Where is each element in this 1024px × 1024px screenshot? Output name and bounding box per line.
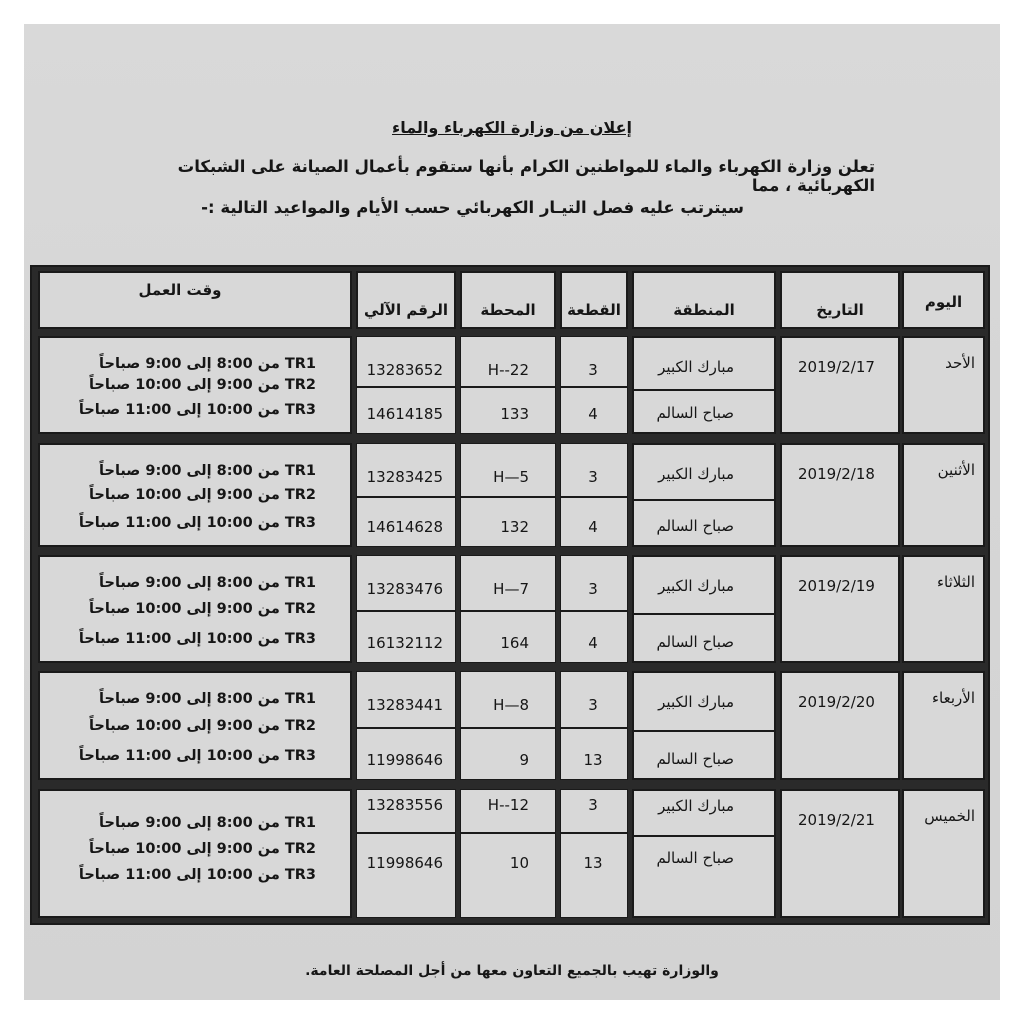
time-slot-2: TR2 من 9:00 إلى 10:00 صباحاً <box>88 717 316 734</box>
cell-station-upper <box>460 555 556 611</box>
date-value: 2019/2/18 <box>798 465 875 483</box>
time-slot-2: TR2 من 9:00 إلى 10:00 صباحاً <box>88 841 316 857</box>
cell-date <box>780 671 900 780</box>
cell-work-time <box>38 671 352 780</box>
region-divider <box>634 835 774 837</box>
cell-number-upper <box>356 555 456 611</box>
header-day-label: اليوم <box>924 293 963 311</box>
time-slot-1: TR1 من 8:00 إلى 9:00 صباحاً <box>99 463 316 479</box>
region-1: مبارك الكبير <box>658 465 734 483</box>
cell-number-lower <box>356 833 456 918</box>
cell-number-lower <box>356 497 456 547</box>
region-2: صباح السالم <box>656 633 734 651</box>
number-value-2: 11998646 <box>366 751 443 769</box>
time-slot-2: TR2 من 9:00 إلى 10:00 صباحاً <box>88 601 316 617</box>
block-value-1: 3 <box>588 796 598 814</box>
cell-block-lower <box>560 611 628 663</box>
cell-date <box>780 336 900 434</box>
time-slot-2: TR2 من 9:00 إلى 10:00 صباحاً <box>88 487 316 503</box>
header-day <box>902 271 985 329</box>
time-slot-1: TR1 من 8:00 إلى 9:00 صباحاً <box>99 575 316 591</box>
header-station-label: المحطة <box>480 301 536 319</box>
block-value-2: 13 <box>583 854 603 872</box>
number-value-1: 13283425 <box>366 468 443 486</box>
cell-date <box>780 443 900 547</box>
block-value-2: 4 <box>588 405 598 423</box>
cell-station-lower <box>460 833 556 918</box>
station-value-1: H--22 <box>487 361 529 379</box>
cell-region <box>632 336 776 434</box>
cell-region <box>632 443 776 547</box>
cell-day <box>902 789 985 918</box>
block-value-1: 3 <box>588 361 598 379</box>
cell-day <box>902 443 985 547</box>
cell-block-lower <box>560 497 628 547</box>
cell-station-upper <box>460 671 556 728</box>
header-region <box>632 271 776 329</box>
header-time <box>38 271 352 329</box>
region-2: صباح السالم <box>656 517 734 535</box>
block-value-2: 4 <box>588 634 598 652</box>
cell-block-upper <box>560 555 628 611</box>
station-value-2: 133 <box>500 405 529 423</box>
cell-block-upper <box>560 789 628 833</box>
cell-station-upper <box>460 443 556 497</box>
date-value: 2019/2/17 <box>798 358 875 376</box>
time-slot-3: TR3 من 10:00 إلى 11:00 صباحاً <box>78 867 316 883</box>
cell-work-time <box>38 336 352 434</box>
station-value-2: 164 <box>500 634 529 652</box>
station-value-2: 132 <box>500 518 529 536</box>
date-value: 2019/2/19 <box>798 577 875 595</box>
header-number-label: الرقم الآلي <box>363 301 449 319</box>
cell-number-upper <box>356 443 456 497</box>
cell-block-lower <box>560 833 628 918</box>
region-divider <box>634 499 774 501</box>
time-slot-1: TR1 من 8:00 إلى 9:00 صباحاً <box>99 815 316 831</box>
cell-number-upper <box>356 336 456 387</box>
cell-station-upper <box>460 789 556 833</box>
station-value-1: H—5 <box>493 468 529 486</box>
cell-work-time <box>38 443 352 547</box>
cell-station-lower <box>460 497 556 547</box>
region-divider <box>634 730 774 732</box>
number-value-2: 11998646 <box>366 854 443 872</box>
cell-day <box>902 671 985 780</box>
date-value: 2019/2/20 <box>798 693 875 711</box>
cell-day <box>902 336 985 434</box>
cell-region <box>632 555 776 663</box>
day-label: الأحد <box>945 354 975 372</box>
region-1: مبارك الكبير <box>658 797 734 815</box>
header-number <box>356 271 456 329</box>
region-2: صباح السالم <box>656 849 734 867</box>
cell-number-lower <box>356 728 456 780</box>
block-value-2: 13 <box>583 751 603 769</box>
cell-date <box>780 555 900 663</box>
number-value-2: 16132112 <box>366 634 443 652</box>
number-value-1: 13283556 <box>366 796 443 814</box>
cell-station-upper <box>460 336 556 387</box>
region-1: مبارك الكبير <box>658 693 734 711</box>
date-value: 2019/2/21 <box>798 811 875 829</box>
intro-line-2: سيترتب عليه فصل التيـار الكهربائي حسب الأيام والمواعيد التالية :- <box>201 198 744 217</box>
region-1: مبارك الكبير <box>658 577 734 595</box>
block-value-1: 3 <box>588 580 598 598</box>
cell-block-upper <box>560 443 628 497</box>
cell-number-lower <box>356 387 456 434</box>
header-date-label: التاريخ <box>816 301 864 319</box>
cell-number-upper <box>356 789 456 833</box>
cell-region <box>632 671 776 780</box>
cell-station-lower <box>460 611 556 663</box>
cell-work-time <box>38 789 352 918</box>
time-slot-3: TR3 من 10:00 إلى 11:00 صباحاً <box>78 515 316 531</box>
cell-block-upper <box>560 336 628 387</box>
announcement-title: إعلان من وزارة الكهرباء والماء <box>392 118 632 137</box>
header-block <box>560 271 628 329</box>
number-value-1: 13283652 <box>366 361 443 379</box>
number-value-2: 14614185 <box>366 405 443 423</box>
time-slot-1: TR1 من 8:00 إلى 9:00 صباحاً <box>99 691 316 707</box>
region-divider <box>634 389 774 391</box>
cell-number-upper <box>356 671 456 728</box>
time-slot-1: TR1 من 8:00 إلى 9:00 صباحاً <box>99 356 316 372</box>
day-label: الثلاثاء <box>936 573 975 591</box>
header-station <box>460 271 556 329</box>
region-2: صباح السالم <box>656 750 734 768</box>
number-value-2: 14614628 <box>366 518 443 536</box>
time-slot-3: TR3 من 10:00 إلى 11:00 صباحاً <box>78 748 316 764</box>
station-value-2: 10 <box>509 854 529 872</box>
region-divider <box>634 613 774 615</box>
number-value-1: 13283476 <box>366 580 443 598</box>
cell-station-lower <box>460 387 556 434</box>
block-value-2: 4 <box>588 518 598 536</box>
day-label: الأربعاء <box>931 689 975 707</box>
region-2: صباح السالم <box>656 404 734 422</box>
header-region-label: المنطقة <box>673 301 735 319</box>
day-label: الخميس <box>924 807 975 825</box>
time-slot-2: TR2 من 9:00 إلى 10:00 صباحاً <box>88 377 316 393</box>
day-label: الأثنين <box>937 461 975 479</box>
number-value-1: 13283441 <box>366 696 443 714</box>
header-date <box>780 271 900 329</box>
cell-work-time <box>38 555 352 663</box>
block-value-1: 3 <box>588 468 598 486</box>
cell-block-lower <box>560 728 628 780</box>
cell-block-upper <box>560 671 628 728</box>
time-slot-3: TR3 من 10:00 إلى 11:00 صباحاً <box>78 631 316 647</box>
station-value-1: H--12 <box>487 796 529 814</box>
cell-region <box>632 789 776 918</box>
footer-note: والوزارة تهيب بالجميع التعاون معها من أجل المصلحة العامة. <box>305 963 719 979</box>
cell-station-lower <box>460 728 556 780</box>
intro-line-1: تعلن وزارة الكهرباء والماء للمواطنين الكرام بأنها ستقوم بأعمال الصيانة على الشبكات الكهربائية ، مما <box>177 157 875 195</box>
station-value-2: 9 <box>519 751 529 769</box>
cell-date <box>780 789 900 918</box>
region-1: مبارك الكبير <box>658 358 734 376</box>
block-value-1: 3 <box>588 696 598 714</box>
header-block-label: القطعة <box>567 301 621 319</box>
cell-block-lower <box>560 387 628 434</box>
time-slot-3: TR3 من 10:00 إلى 11:00 صباحاً <box>78 402 316 418</box>
cell-day <box>902 555 985 663</box>
station-value-1: H—7 <box>493 580 529 598</box>
header-time-label: وقت العمل <box>138 281 222 299</box>
station-value-1: H—8 <box>493 696 529 714</box>
cell-number-lower <box>356 611 456 663</box>
